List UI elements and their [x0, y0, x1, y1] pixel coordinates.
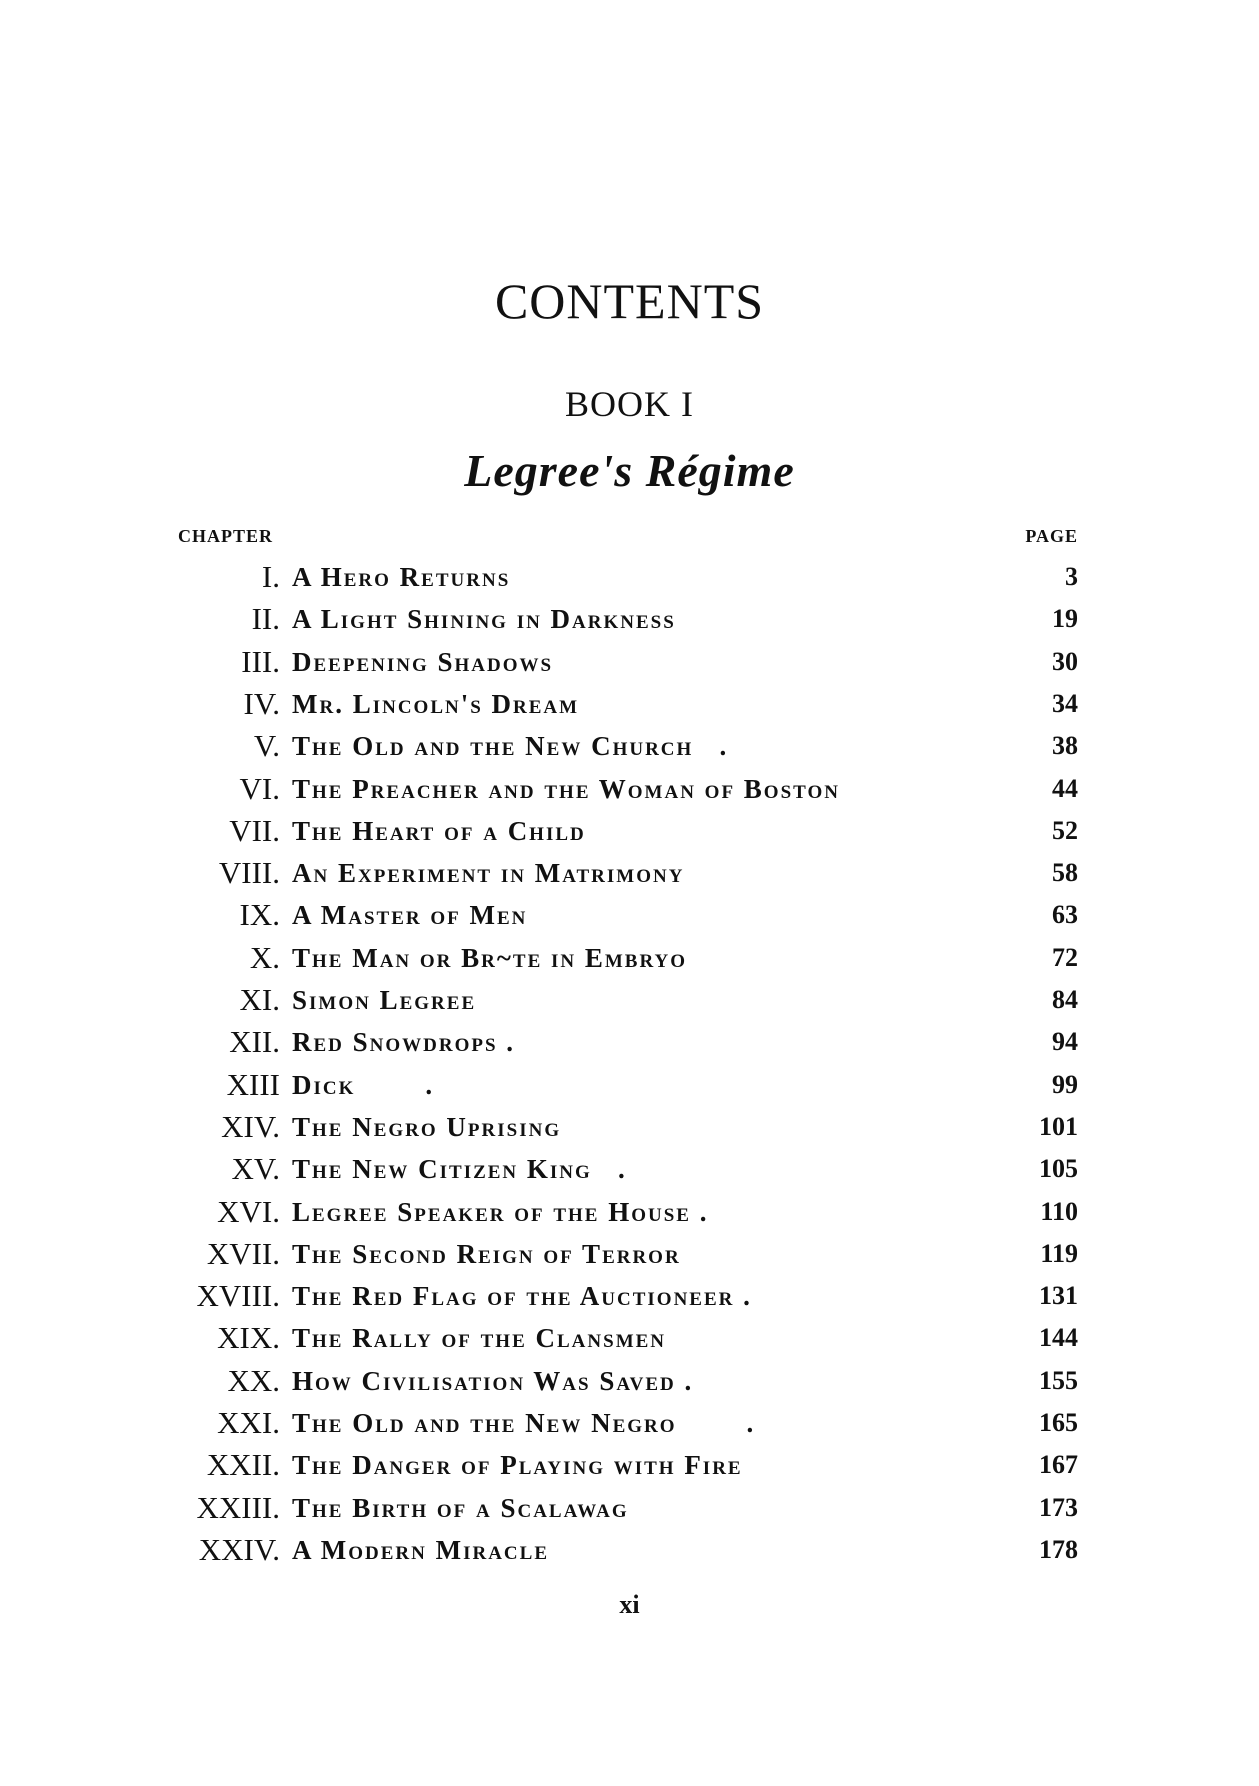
toc-row	[0, 1275, 1259, 1317]
chapter-number: XIII	[226, 1066, 280, 1102]
chapter-title: Simon Legree	[292, 985, 477, 1015]
chapter-title: The Preacher and the Woman of Boston	[292, 773, 840, 804]
chapter-column-heading: CHAPTER	[178, 526, 274, 546]
chapter-title: Deepening Shadows	[292, 646, 554, 677]
book-subtitle: Legree's Régime	[464, 445, 795, 496]
chapter-page: 173	[1039, 1492, 1078, 1522]
chapter-title: Dick .	[292, 1069, 435, 1100]
chapter-page: 155	[1039, 1365, 1078, 1395]
toc-row	[0, 1317, 1259, 1359]
chapter-title: The Second Reign of Terror	[292, 1238, 681, 1269]
toc-row	[0, 979, 1259, 1021]
contents-heading: CONTENTS	[494, 273, 765, 329]
chapter-title: The Old and the New Negro .	[292, 1408, 756, 1438]
chapter-number: VII.	[229, 812, 280, 848]
chapter-page: 34	[1052, 688, 1078, 718]
chapter-page: 99	[1052, 1069, 1078, 1099]
chapter-title: A Hero Returns	[292, 562, 511, 592]
chapter-page: 3	[1065, 562, 1078, 591]
chapter-title: The Birth of a Scalawag	[292, 1492, 629, 1523]
chapter-number: X.	[249, 939, 280, 975]
chapter-number: I.	[261, 559, 280, 594]
chapter-number: XVI.	[217, 1193, 280, 1229]
chapter-number: XII.	[229, 1024, 280, 1060]
toc-row	[0, 1148, 1259, 1190]
chapter-page: 178	[1039, 1534, 1078, 1564]
toc-row	[0, 598, 1259, 640]
chapter-number: XV.	[231, 1151, 280, 1187]
chapter-page: 44	[1052, 773, 1078, 803]
chapter-title: The Red Flag of the Auctioneer .	[292, 1281, 752, 1312]
chapter-page: 19	[1052, 604, 1078, 634]
chapter-title: The Rally of the Clansmen	[292, 1323, 667, 1354]
chapter-title: The New Citizen King .	[292, 1154, 627, 1185]
chapter-title: Legree Speaker of the House .	[292, 1196, 709, 1227]
chapter-page: 131	[1039, 1281, 1078, 1311]
chapter-number: V.	[253, 728, 280, 764]
toc-row	[0, 556, 1259, 598]
book-label: BOOK I	[565, 384, 694, 424]
page-column-heading: PAGE	[1025, 526, 1078, 546]
toc-row	[0, 1487, 1259, 1529]
chapter-title: The Heart of a Child	[292, 815, 586, 846]
chapter-page: 84	[1052, 985, 1078, 1014]
chapter-title: A Master of Men	[292, 900, 528, 931]
chapter-number: XX.	[227, 1362, 280, 1398]
chapter-title: The Man or Br~te in Embryo	[292, 942, 688, 973]
chapter-page: 58	[1052, 858, 1078, 888]
toc-row	[0, 810, 1259, 852]
chapter-page: 167	[1039, 1450, 1078, 1480]
chapter-page: 110	[1040, 1196, 1078, 1226]
chapter-title: The Danger of Playing with Fire	[292, 1450, 743, 1481]
chapter-number: XXIV.	[198, 1531, 280, 1567]
chapter-page: 63	[1052, 900, 1078, 930]
chapter-page: 144	[1039, 1323, 1078, 1353]
chapter-title: Red Snowdrops .	[292, 1027, 516, 1058]
toc-row	[0, 1360, 1259, 1402]
chapter-title: A Modern Miracle	[292, 1534, 549, 1565]
chapter-number: VI.	[239, 770, 280, 806]
chapter-page: 105	[1039, 1154, 1078, 1184]
chapter-number: IV.	[243, 685, 280, 721]
chapter-number: XXI.	[217, 1405, 280, 1440]
chapter-number: III.	[241, 643, 280, 679]
chapter-page: 52	[1052, 815, 1078, 845]
chapter-title: Mr. Lincoln's Dream	[292, 688, 580, 719]
chapter-number: XIV.	[221, 1108, 280, 1144]
chapter-title: An Experiment in Matrimony	[292, 858, 685, 889]
toc-row	[0, 1021, 1259, 1063]
toc-row	[0, 1106, 1259, 1148]
chapter-page: 30	[1052, 646, 1078, 676]
toc-row	[0, 894, 1259, 936]
toc-row	[0, 768, 1259, 810]
toc-row	[0, 641, 1259, 683]
page-folio: xi	[619, 1590, 640, 1619]
chapter-number: VIII.	[218, 855, 280, 891]
chapter-page: 72	[1052, 942, 1078, 972]
chapter-number: IX.	[239, 897, 280, 933]
toc-row	[0, 852, 1259, 894]
chapter-title: The Negro Uprising	[292, 1111, 562, 1142]
chapter-title: A Light Shining in Darkness	[292, 604, 676, 635]
chapter-title: The Old and the New Church .	[292, 731, 729, 762]
toc-row	[0, 1233, 1259, 1275]
chapter-page: 38	[1052, 731, 1078, 761]
chapter-number: XIX.	[217, 1320, 280, 1356]
toc-row	[0, 937, 1259, 979]
chapter-page: 94	[1052, 1027, 1078, 1057]
chapter-number: XVIII.	[196, 1278, 280, 1314]
toc-row	[0, 1402, 1259, 1444]
toc-row	[0, 725, 1259, 767]
chapter-page: 165	[1039, 1408, 1078, 1437]
chapter-number: II.	[251, 601, 280, 637]
chapter-number: XXII.	[206, 1447, 280, 1483]
toc-row	[0, 1529, 1259, 1571]
toc-row	[0, 1444, 1259, 1486]
toc-row	[0, 1064, 1259, 1106]
chapter-number: XI.	[239, 982, 280, 1017]
chapter-page: 119	[1040, 1238, 1078, 1268]
chapter-number: XVII.	[206, 1235, 280, 1271]
toc-row	[0, 683, 1259, 725]
chapter-number: XXIII.	[196, 1489, 280, 1525]
chapter-page: 101	[1039, 1111, 1078, 1141]
toc-row	[0, 1191, 1259, 1233]
chapter-title: How Civilisation Was Saved .	[292, 1365, 694, 1396]
